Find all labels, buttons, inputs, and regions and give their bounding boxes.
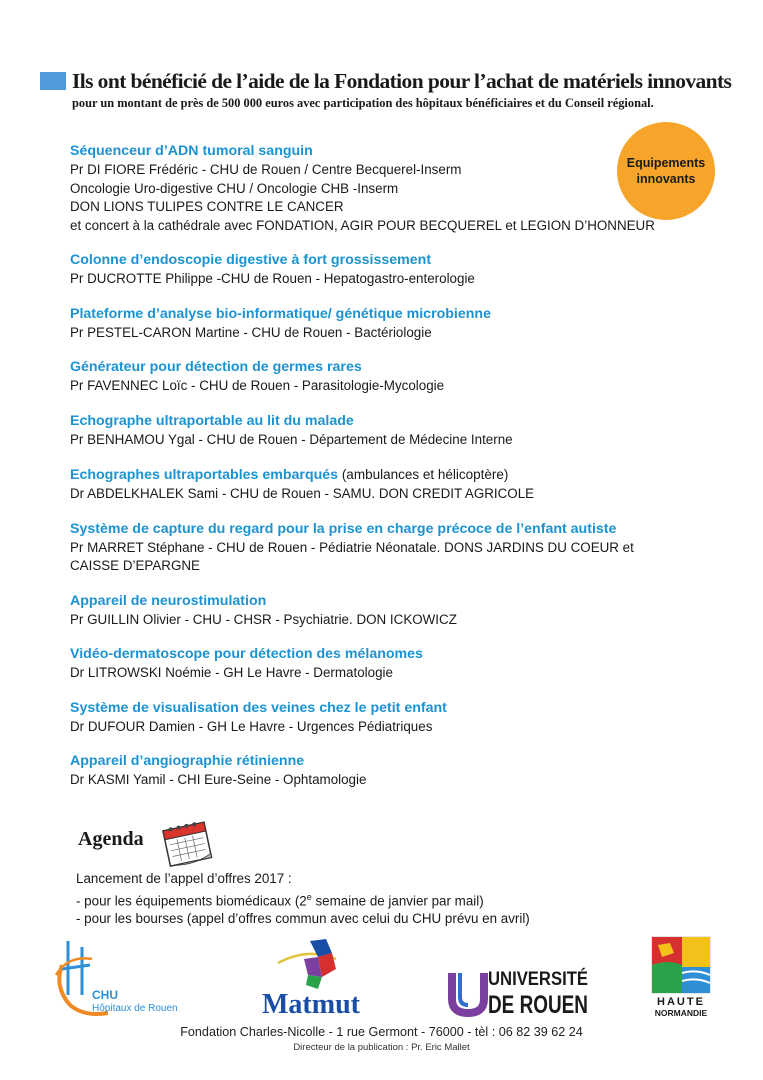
equipment-item (70, 699, 750, 737)
equipment-detail: Pr PESTEL-CARON Martine - CHU de Rouen - Bactériologie (70, 324, 432, 340)
equipment-title (70, 699, 750, 718)
equipment-title (70, 251, 750, 270)
equipment-list (70, 142, 750, 806)
matmut-logo (258, 935, 383, 1020)
haute-normandie-logo (648, 937, 714, 1019)
equipment-detail: Pr FAVENNEC Loïc - CHU de Rouen - Parasitologie-Mycologie (70, 378, 445, 393)
equipment-detail: Dr LITROWSKI Noémie - GH Le Havre - Dermatologie (70, 665, 393, 680)
partner-logos (0, 935, 763, 1025)
agenda-line3: - pour les bourses (appel d’offres commun avec celui du CHU prévu en avril) (76, 911, 530, 927)
agenda-title: Agenda (78, 828, 144, 850)
agenda-line2-post: semaine de janvier par mail) (311, 893, 484, 909)
equipment-detail: Dr DUFOUR Damien - GH Le Havre - Urgences Pédiatriques (70, 718, 433, 734)
badge-line1: Equipements (626, 156, 706, 170)
equipment-detail: Dr KASMI Yamil - CHI Eure-Seine - Ophtamologie (70, 772, 367, 787)
haute-logo-text: HAUTE (657, 996, 705, 1008)
equipment-title-text: Système de capture du regard pour la prise en charge précoce de l’enfant autiste (70, 520, 617, 537)
equipment-detail: Oncologie Uro-digestive CHU / Oncologie CHB -Inserm (70, 180, 399, 196)
footer-address: Fondation Charles-Nicolle - 1 rue Germont - 76000 - tèl : 06 82 39 62 24 (180, 1025, 583, 1039)
equipment-title (70, 305, 750, 324)
equipment-title-text: Générateur pour détection de germes rares (70, 359, 362, 375)
calendar-icon (160, 818, 216, 868)
equipment-title (70, 465, 750, 485)
equipment-item (70, 520, 750, 576)
badge-line2: innovants (636, 172, 696, 186)
agenda-line2-sup: e (306, 892, 312, 902)
equipment-title-text: Plateforme d’analyse bio-informatique/ génétique microbienne (70, 305, 491, 322)
equipment-title-text: Appareil de neurostimulation (70, 592, 267, 609)
equipment-detail: Pr BENHAMOU Ygal - CHU de Rouen - Département de Médecine Interne (70, 431, 513, 447)
chu-logo-text: CHU (92, 988, 118, 1002)
equipment-item (70, 465, 750, 504)
universite-logo-text: UNIVERSITÉ (488, 969, 603, 990)
equipment-title-text: Colonne d’endoscopie digestive à fort grossissement (70, 252, 432, 268)
agenda-line1: Lancement de l’appel d’offres 2017 : (76, 871, 292, 886)
chu-rouen-logo (48, 935, 198, 1020)
equipment-item (70, 142, 750, 235)
header-square-icon (40, 72, 66, 90)
matmut-logo-text: Matmut (262, 989, 360, 1020)
footer-director: Directeur de la publication : Pr. Eric Mallet (293, 1042, 470, 1053)
equipment-item (70, 251, 750, 289)
equipment-title-text: Séquenceur d’ADN tumoral sanguin (70, 143, 313, 159)
agenda-line2-pre: - pour les équipements biomédicaux (2 (76, 893, 307, 909)
equipment-item (70, 358, 750, 396)
page-header (40, 68, 740, 111)
rouen-logo-text: DE ROUEN (488, 991, 588, 1019)
equipment-item (70, 412, 750, 450)
equipment-title-text: Système de visualisation des veines chez le petit enfant (70, 699, 447, 716)
equipment-title-note: (ambulances et hélicoptère) (338, 467, 509, 482)
agenda-text (76, 870, 530, 928)
equipment-title-text: Vidéo-dermatoscope pour détection des mélanomes (70, 646, 423, 662)
agenda-line2 (76, 888, 530, 910)
equipment-title (70, 142, 750, 161)
page-subtitle: pour un montant de près de 500 000 euros avec participation des hôpitaux bénéficiaires et du Conseil régional. (72, 96, 654, 110)
equipment-detail: et concert à la cathédrale avec FONDATION, AGIR POUR BECQUEREL et LEGION D’HONNEUR (70, 217, 655, 233)
equipment-title-text: Appareil d’angiographie rétinienne (70, 753, 305, 769)
equipment-title (70, 752, 750, 771)
equipment-title (70, 645, 750, 664)
equipment-item (70, 305, 750, 343)
equipment-detail: DON LIONS TULIPES CONTRE LE CANCER (70, 199, 344, 214)
equipment-title-text: Echographe ultraportable au lit du malade (70, 412, 354, 429)
equipment-title-text: Echographes ultraportables embarqués (70, 467, 339, 483)
equipment-item (70, 592, 750, 630)
equipment-title (70, 592, 750, 611)
chu-logo-subtext: Hôpitaux de Rouen (92, 1003, 178, 1014)
universite-rouen-logo (448, 963, 603, 1019)
equipment-detail: CAISSE D’EPARGNE (70, 558, 200, 573)
normandie-logo-text: NORMANDIE (654, 1008, 708, 1018)
equipment-detail: Pr GUILLIN Olivier - CHU - CHSR - Psychiatrie. DON ICKOWICZ (70, 611, 457, 627)
equipment-item (70, 645, 750, 683)
equipment-detail: Dr ABDELKHALEK Sami - CHU de Rouen - SAMU. DON CREDIT AGRICOLE (70, 486, 535, 501)
page-footer (0, 1025, 763, 1053)
equipment-detail: Pr MARRET Stéphane - CHU de Rouen - Pédiatrie Néonatale. DONS JARDINS DU COEUR et (70, 539, 634, 555)
page-title: Ils ont bénéficié de l’aide de la Fondation pour l’achat de matériels innovants (72, 69, 732, 93)
equipment-title (70, 358, 750, 377)
equipment-title (70, 412, 750, 431)
equipment-detail: Pr DI FIORE Frédéric - CHU de Rouen / Centre Becquerel-Inserm (70, 162, 462, 177)
equipment-detail: Pr DUCROTTE Philippe -CHU de Rouen - Hepatogastro-enterologie (70, 271, 475, 286)
equipment-title (70, 520, 750, 539)
equipment-item (70, 752, 750, 790)
